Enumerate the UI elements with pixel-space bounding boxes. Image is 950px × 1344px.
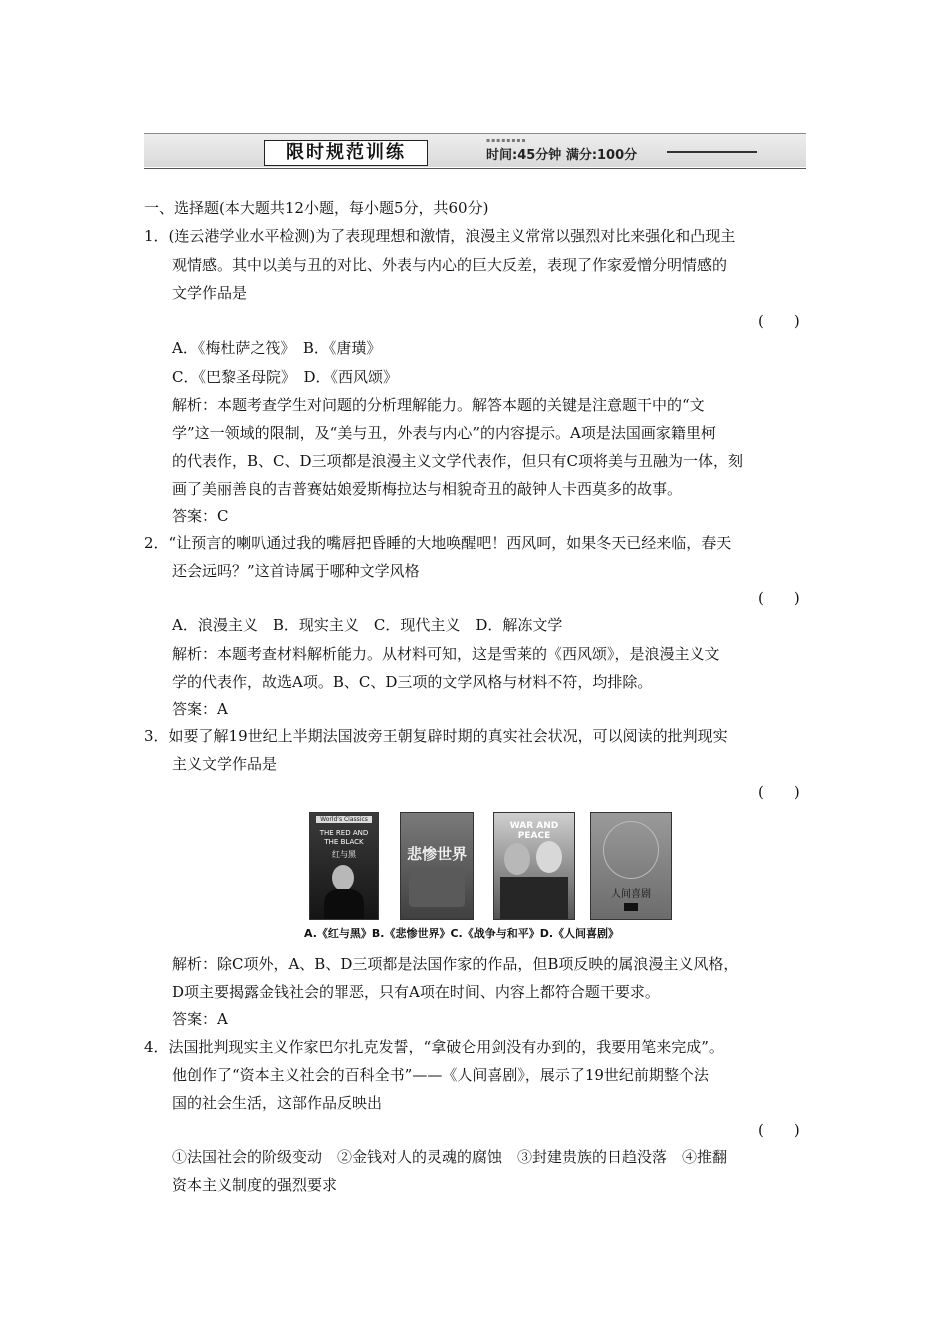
q1-explanation-line4: 画了美丽善良的吉普赛姑娘爱斯梅拉达与相貌奇丑的敲钟人卡西莫多的故事。 <box>172 480 683 498</box>
publisher-logo <box>624 903 638 911</box>
q3-answer: 答案：A <box>172 1010 228 1028</box>
book-cover-les-miserables <box>400 812 474 920</box>
q1-answer: 答案：C <box>172 507 229 525</box>
q1-stem-line3: 文学作品是 <box>172 284 248 302</box>
q2-options: A．浪漫主义 B．现实主义 C．现代主义 D．解冻文学 <box>172 616 563 634</box>
book-title-cn: 悲惨世界 <box>406 845 467 863</box>
q2-answer: 答案：A <box>172 700 228 718</box>
q1-options-row2: C．《巴黎圣母院》 D．《西风颂》 <box>172 368 399 386</box>
cover-figure-bodies <box>500 877 568 919</box>
q1-explanation-line2: 学”这一领域的限制，及“美与丑，外表与内心”的内容提示。A项是法国画家籍里柯 <box>172 424 716 442</box>
q1-stem-line1: 1．(连云港学业水平检测)为了表现理想和激情，浪漫主义常常以强烈对比来强化和凸现主 <box>144 227 736 245</box>
page-title: 限时规范训练 <box>264 140 428 166</box>
q2-stem-line2: 还会远吗？”这首诗属于哪种文学风格 <box>172 562 420 580</box>
q1-explanation-line1: 解析：本题考查学生对问题的分析理解能力。解答本题的关键是注意题干中的“文 <box>172 396 705 414</box>
q3-explanation-line2: D项主要揭露金钱社会的罪恶，只有A项在时间、内容上都符合题干要求。 <box>172 983 660 1001</box>
q3-explanation-line1: 解析：除C项外，A、B、D三项都是法国作家的作品，但B项反映的属浪漫主义风格， <box>172 955 739 973</box>
q3-stem-line2: 主义文学作品是 <box>172 755 278 773</box>
banner-background <box>144 133 806 167</box>
portrait-body <box>324 889 364 919</box>
q1-answer-blank: ( ) <box>758 312 800 330</box>
q1-stem-line2: 观情感。其中以美与丑的对比、外表与内心的巨大反差，表现了作家爱憎分明情感的 <box>172 256 728 274</box>
q2-answer-blank: ( ) <box>758 589 800 607</box>
book-title-cn: 人间喜剧 <box>611 889 651 900</box>
portrait-illustration <box>332 865 354 891</box>
book-captions: A.《红与黑》B.《悲惨世界》C.《战争与和平》D.《人间喜剧》 <box>304 927 620 940</box>
q2-explanation-line2: 学的代表作，故选A项。B、C、D三项的文学风格与材料不符，均排除。 <box>172 673 653 691</box>
portrait-sketch <box>603 821 659 879</box>
book-title-en: THE RED AND THE BLACK <box>319 829 369 846</box>
book-series-label: World's Classics <box>316 816 372 823</box>
banner-underline <box>144 168 806 169</box>
q4-answer-blank: ( ) <box>758 1121 800 1139</box>
section-title: 一、选择题(本大题共12小题，每小题5分，共60分) <box>144 199 489 217</box>
header-banner <box>144 133 806 170</box>
q4-options-line2: 资本主义制度的强烈要求 <box>172 1176 338 1194</box>
q4-stem-line2: 他创作了“资本主义社会的百科全书”——《人间喜剧》，展示了19世纪前期整个法 <box>172 1066 709 1084</box>
banner-rule <box>667 151 757 153</box>
time-info: 时间:45分钟 满分:100分 <box>486 148 638 163</box>
q1-options-row1: A．《梅杜萨之筏》 B．《唐璜》 <box>172 339 382 357</box>
banner-decoration: ▪▪▪▪▪▪▪▪ <box>486 137 527 144</box>
cover-illustration <box>409 867 465 907</box>
book-cover-red-and-black <box>309 812 379 920</box>
book-title-en: WAR AND PEACE <box>509 821 559 841</box>
q4-stem-line3: 国的社会生活，这部作品反映出 <box>172 1094 383 1112</box>
book-covers-figure <box>304 812 674 942</box>
q2-explanation-line1: 解析：本题考查材料解析能力。从材料可知，这是雪莱的《西风颂》，是浪漫主义文 <box>172 645 720 663</box>
book-cover-human-comedy <box>590 812 672 920</box>
q1-explanation-line3: 的代表作，B、C、D三项都是浪漫主义文学代表作，但只有C项将美与丑融为一体，刻 <box>172 452 744 470</box>
portrait-illustration <box>504 843 530 875</box>
q4-stem-line1: 4．法国批判现实主义作家巴尔扎克发誓，“拿破仑用剑没有办到的，我要用笔来完成”。 <box>144 1038 724 1056</box>
book-cover-war-and-peace <box>493 812 575 920</box>
q3-answer-blank: ( ) <box>758 783 800 801</box>
q2-stem-line1: 2．“让预言的喇叭通过我的嘴唇把昏睡的大地唤醒吧！西风呵，如果冬天已经来临，春天 <box>144 534 732 552</box>
q3-stem-line1: 3．如要了解19世纪上半期法国波旁王朝复辟时期的真实社会状况，可以阅读的批判现实 <box>144 727 728 745</box>
book-title-cn: 红与黑 <box>332 850 356 859</box>
portrait-illustration <box>536 841 562 873</box>
q4-options-line1: ①法国社会的阶级变动 ②金钱对人的灵魂的腐蚀 ③封建贵族的日趋没落 ④推翻 <box>172 1148 728 1166</box>
